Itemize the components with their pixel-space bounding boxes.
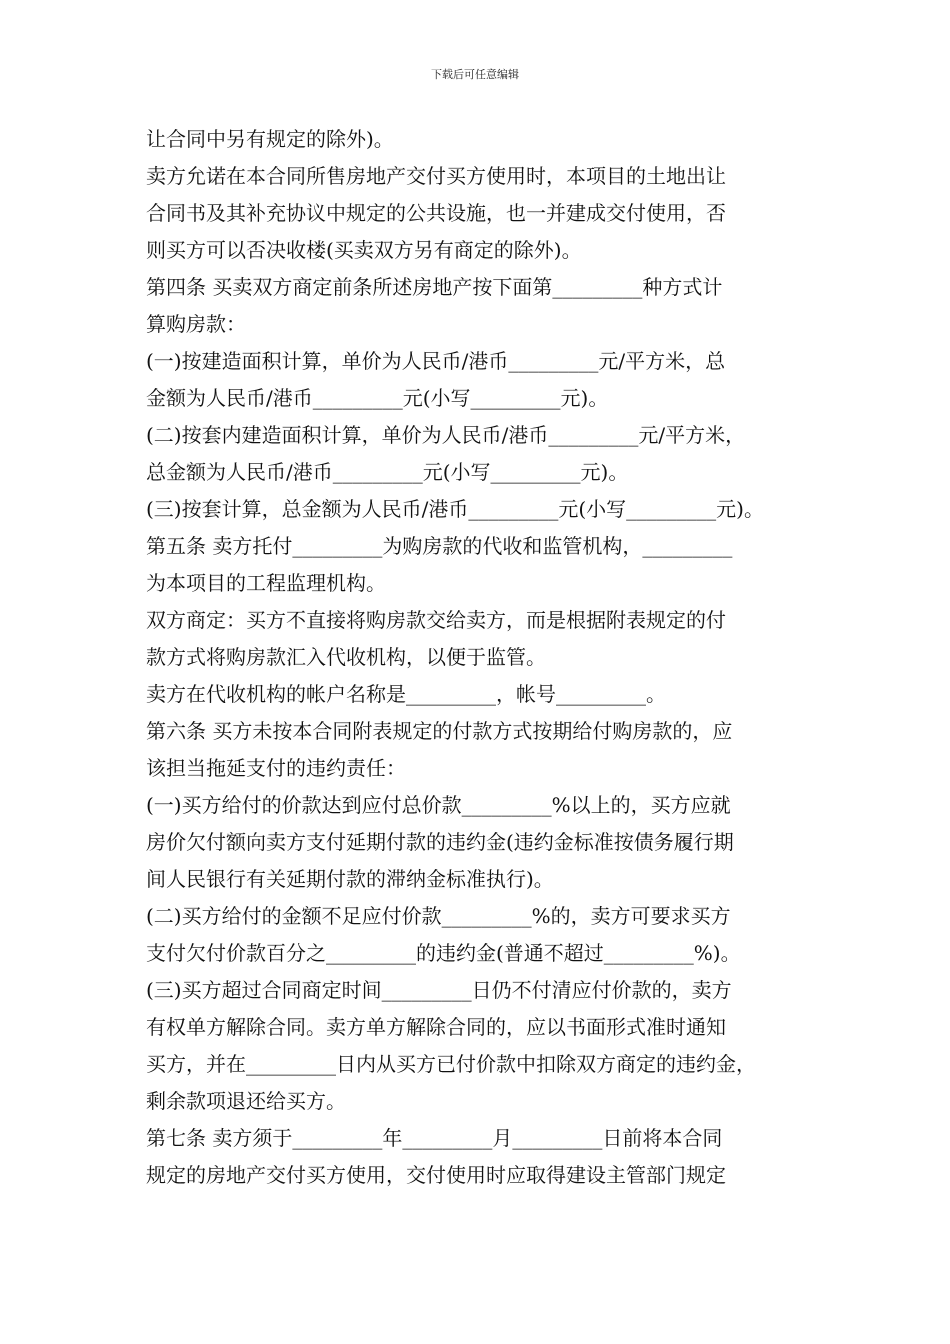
text-line: 买方，并在_________日内从买方已付价款中扣除双方商定的违约金， <box>146 1052 756 1076</box>
text-line: (二)按套内建造面积计算，单价为人民币/港币_________元/平方米， <box>146 423 746 447</box>
text-line: 卖方在代收机构的帐户名称是_________，帐号_________。 <box>146 682 666 706</box>
text-line: 款方式将购房款汇入代收机构，以便于监管。 <box>146 645 546 669</box>
text-line: 该担当拖延支付的违约责任： <box>146 756 406 780</box>
text-line: (二)买方给付的金额不足应付价款_________%的，卖方可要求买方 <box>146 904 731 928</box>
text-line: 有权单方解除合同。卖方单方解除合同的，应以书面形式准时通知 <box>146 1015 726 1039</box>
text-line: 金额为人民币/港币_________元(小写_________元)。 <box>146 386 609 410</box>
text-line: 双方商定：买方不直接将购房款交给卖方，而是根据附表规定的付 <box>146 608 726 632</box>
text-line: (一)买方给付的价款达到应付总价款_________%以上的，买方应就 <box>146 793 731 817</box>
text-line: 第四条 买卖双方商定前条所述房地产按下面第_________种方式计 <box>146 275 723 299</box>
text-line: 第五条 卖方托付_________为购房款的代收和监管机构，_________ <box>146 534 733 558</box>
text-line: 则买方可以否决收楼(买卖双方另有商定的除外)。 <box>146 238 582 262</box>
contract-body-text <box>146 121 818 1194</box>
text-line: 规定的房地产交付买方使用，交付使用时应取得建设主管部门规定 <box>146 1163 726 1187</box>
text-line: 第六条 买方未按本合同附表规定的付款方式按期给付购房款的，应 <box>146 719 733 743</box>
text-line: 间人民银行有关延期付款的滞纳金标准执行)。 <box>146 867 554 891</box>
text-line: 为本项目的工程监理机构。 <box>146 571 386 595</box>
text-line: 让合同中另有规定的除外)。 <box>146 127 394 151</box>
text-line: (一)按建造面积计算，单价为人民币/港币_________元/平方米，总 <box>146 349 726 373</box>
text-line: (三)买方超过合同商定时间_________日仍不付清应付价款的，卖方 <box>146 978 732 1002</box>
page-header: 下载后可任意编辑 <box>431 68 519 81</box>
text-line: 总金额为人民币/港币_________元(小写_________元)。 <box>146 460 629 484</box>
text-line: 支付欠付价款百分之_________的违约金(普通不超过_________%)。 <box>146 941 741 965</box>
text-line: 算购房款： <box>146 312 246 336</box>
text-line: 剩余款项退还给买方。 <box>146 1089 346 1113</box>
text-line: 第七条 卖方须于_________年_________月_________日前将本合同 <box>146 1126 723 1150</box>
text-line: 卖方允诺在本合同所售房地产交付买方使用时，本项目的土地出让 <box>146 164 726 188</box>
text-line: 合同书及其补充协议中规定的公共设施，也一并建成交付使用，否 <box>146 201 726 225</box>
text-line: (三)按套计算，总金额为人民币/港币_________元(小写_________元)。 <box>146 497 764 521</box>
text-line: 房价欠付额向卖方支付延期付款的违约金(违约金标准按债务履行期 <box>146 830 734 854</box>
